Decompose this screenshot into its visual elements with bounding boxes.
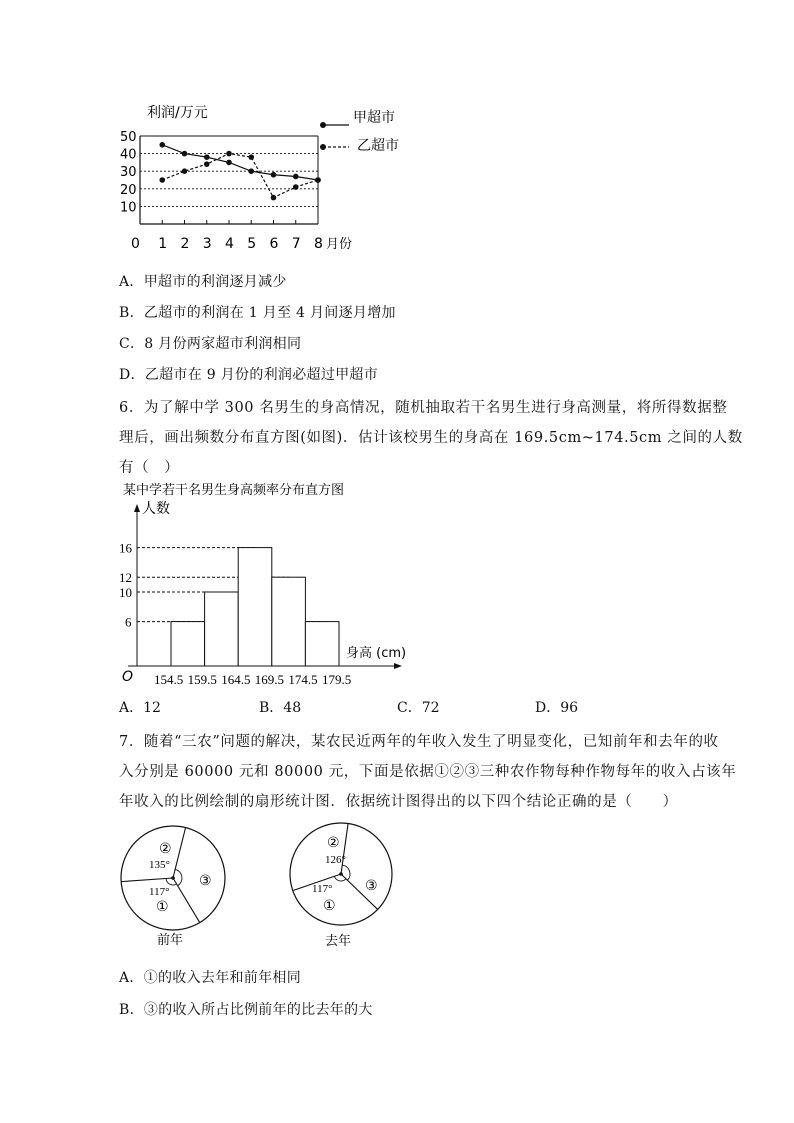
legend-label-a: 甲超市 <box>353 110 395 126</box>
line-chart-y-tick-label: 30 <box>120 165 137 181</box>
line-chart-xlabel: 月份 <box>326 237 353 252</box>
series-jia-point <box>293 174 299 180</box>
q7-option-b: B．③的收入所占比例前年的比去年的大 <box>119 1002 373 1018</box>
histogram-bar <box>272 577 306 666</box>
series-yi-point <box>271 195 277 201</box>
q7-text-line1: 7．随着“三农”问题的解决，某农民近两年的年收入发生了明显变化，已知前年和去年的收 <box>119 734 719 750</box>
q6-text-line2: 理后，画出频数分布直方图(如图)．估计该校男生的身高在 169.5cm~174.5cm 之间的人数 <box>119 430 743 446</box>
q7-text-line2: 入分别是 60000 元和 80000 元，下面是依据①②③三种农作物每种作物每年的收入占该年 <box>119 764 737 780</box>
line-chart-x-tick-label: 8 <box>314 236 323 252</box>
line-chart-y-tick-label: 40 <box>120 147 137 163</box>
histogram-title: 某中学若干名男生身高频率分布直方图 <box>123 483 345 498</box>
pie-left-angle-2: 135° <box>149 859 170 871</box>
line-chart-y-tick-label: 50 <box>120 130 137 145</box>
q6-option-c: C．72 <box>397 700 440 716</box>
line-chart-x-tick-label: 3 <box>202 236 212 252</box>
q6-option-d: D．96 <box>535 700 579 716</box>
histogram-y-tick-label: 10 <box>119 585 132 600</box>
series-jia-point <box>226 160 232 166</box>
income-pie-charts <box>0 820 794 955</box>
line-chart-x-tick-label: 4 <box>225 236 234 252</box>
height-histogram <box>0 478 794 693</box>
pie-right-label-3: ③ <box>365 878 378 894</box>
histogram-y-tick-label: 16 <box>119 540 132 556</box>
pie-chart-last-year <box>290 823 392 925</box>
series-jia-point <box>271 172 277 178</box>
q7-option-a: A．①的收入去年和前年相同 <box>119 970 302 986</box>
line-chart-y-ticks <box>120 130 137 215</box>
line-chart-x-tick-label: 2 <box>180 236 190 252</box>
histogram-x-tick-label: 159.5 <box>187 672 217 687</box>
histogram-x-tick-label: 154.5 <box>154 672 184 687</box>
legend-label-b: 乙超市 <box>357 138 399 154</box>
histogram-x-tick-label: 179.5 <box>322 672 352 687</box>
series-jia-point <box>248 168 254 174</box>
series-yi-point <box>226 151 232 157</box>
histogram-bar <box>171 622 205 666</box>
histogram-ylabel: 人数 <box>142 501 170 517</box>
histogram-bar <box>305 622 339 666</box>
histogram-bars <box>171 548 339 666</box>
line-chart-y-tick-label: 20 <box>120 182 137 198</box>
pie-right-label-1: ① <box>323 898 336 914</box>
histogram-y-arrow <box>134 504 140 512</box>
line-chart-x-tick-label: 5 <box>247 236 257 252</box>
line-chart-origin: 0 <box>131 236 140 252</box>
pie-center <box>171 876 175 880</box>
line-chart-ylabel: 利润/万元 <box>147 105 208 121</box>
line-chart-x-tick-label: 1 <box>158 236 168 252</box>
q5-option-d: D．乙超市在 9 月份的利润必超过甲超市 <box>119 367 379 383</box>
series-yi-point <box>315 177 321 183</box>
q6-text-line1: 6．为了解中学 300 名男生的身高情况，随机抽取若干名男生进行身高测量，将所得数据整 <box>119 400 728 416</box>
profit-line-chart <box>0 0 794 260</box>
series-jia-point <box>182 151 188 157</box>
histogram-x-tick-label: 169.5 <box>254 672 285 687</box>
pie-left-caption: 前年 <box>157 933 184 948</box>
line-chart-y-tick-label: 10 <box>120 200 137 216</box>
series-yi-point <box>204 161 210 167</box>
q5-option-c: C．8 月份两家超市利润相同 <box>119 336 302 352</box>
pie-left-label-2: ② <box>159 841 172 857</box>
series-yi-point <box>182 168 188 174</box>
series-yi-point <box>159 177 165 183</box>
pie-left-angle-1: 117° <box>149 886 170 898</box>
histogram-x-ticks <box>154 672 351 687</box>
series-jia-point <box>159 142 165 148</box>
q6-option-b: B．48 <box>259 700 302 716</box>
pie-right-caption: 去年 <box>325 934 352 949</box>
histogram-bar <box>238 548 272 666</box>
histogram-xlabel: 身高 (cm) <box>346 646 407 661</box>
histogram-x-tick-label: 164.5 <box>221 672 251 687</box>
line-chart-x-tick-label: 6 <box>269 236 279 252</box>
q5-option-a: A．甲超市的利润逐月减少 <box>119 274 287 290</box>
pie-left-label-1: ① <box>156 899 169 915</box>
line-chart-x-tick-label: 7 <box>291 236 301 252</box>
histogram-y-tick-label: 6 <box>125 614 132 630</box>
pie-right-angle-2: 126° <box>325 854 346 866</box>
line-chart-x-ticks <box>158 220 323 252</box>
series-yi-point <box>293 184 299 190</box>
histogram-bar <box>205 592 239 666</box>
q6-text-line3: 有（ ） <box>119 460 180 476</box>
histogram-y-tick-label: 12 <box>119 570 132 586</box>
pie-right-label-2: ② <box>327 835 340 851</box>
q5-option-b: B．乙超市的利润在 1 月至 4 月间逐月增加 <box>119 305 396 321</box>
histogram-x-arrow <box>394 663 402 669</box>
q7-text-line3: 年收入的比例绘制的扇形统计图．依据统计图得出的以下四个结论正确的是（ ） <box>119 794 678 810</box>
pie-left-label-3: ③ <box>199 873 212 889</box>
pie-right-angle-1: 117° <box>312 883 333 895</box>
histogram-origin: O <box>122 669 134 685</box>
series-yi-point <box>248 154 254 160</box>
q6-option-a: A．12 <box>119 700 161 716</box>
series-jia-point <box>204 154 210 160</box>
histogram-x-tick-label: 174.5 <box>288 672 318 687</box>
histogram-y-ticks <box>119 541 133 630</box>
pie-center <box>339 872 343 876</box>
